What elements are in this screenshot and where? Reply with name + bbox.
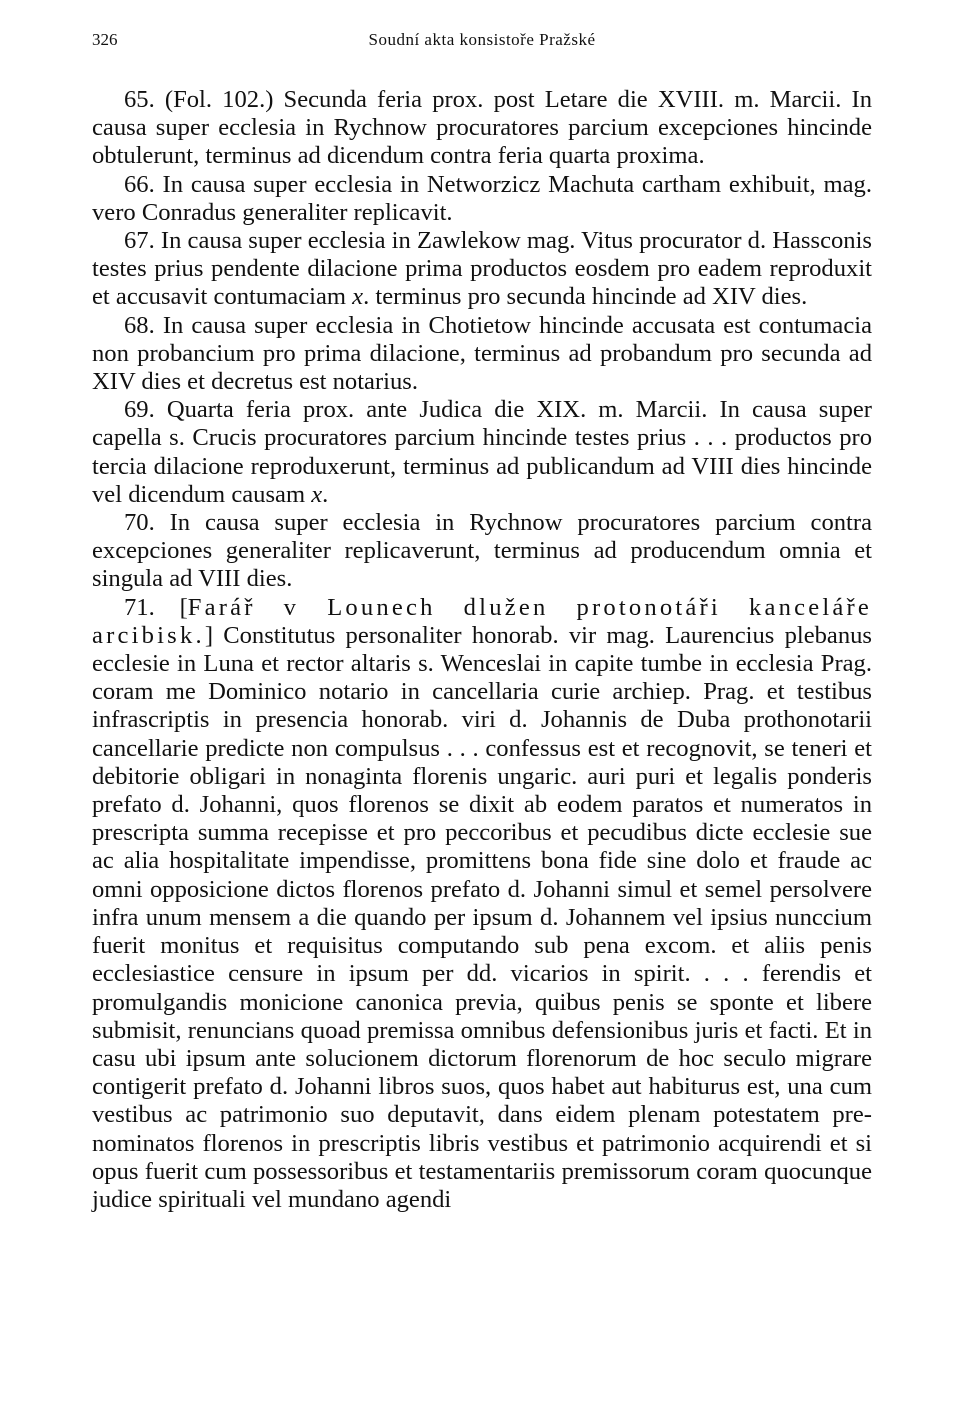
entry-text-segment: x <box>352 283 364 311</box>
entry-text-segment: . terminus pro secunda hincinde ad XIV dies. <box>363 283 808 311</box>
entry-65 <box>92 86 872 171</box>
page-body <box>92 86 872 1214</box>
entry-text-segment: 67. In causa super ecclesia in Zawlekow mag. Vitus procurator d. Hassconis testes prius pendente dilacione prima productos eosdem pro eadem reproduxit et accusavit contumaciam <box>92 227 872 311</box>
entry-text-segment: Farář v Lounech dlužen protonotáři kanceláře arcibisk. <box>92 593 872 649</box>
entry-71 <box>92 594 872 1214</box>
entry-text-segment: 66. In causa super ecclesia in Networzicz Machuta cartham exhibuit, mag. vero Conradus generaliter replicavit. <box>92 170 872 226</box>
entry-text-segment: 69. Quarta feria prox. ante Judica die XIX. m. Marcii. In causa super capella s. Crucis procuratores parcium hincinde testes prius . . . productos pro tercia dilacione reproduxerunt, terminus ad publicandum ad VIII dies hincinde vel dicendum causam <box>92 396 872 508</box>
entry-text-segment: 70. In causa super ecclesia in Rychnow procuratores parcium contra excepciones generaliter replicaverunt, terminus ad producendum omnia et singula ad VIII dies. <box>92 509 872 593</box>
page-number: 326 <box>92 30 118 49</box>
entry-67 <box>92 227 872 312</box>
entry-text-segment: 71. [ <box>124 593 188 621</box>
entry-69 <box>92 396 872 509</box>
entry-text-segment: ] Constitutus personaliter honorab. vir mag. Laurencius plebanus ecclesie in Luna et rector altaris s. Wenceslai in capite tumbe in ecclesia Prag. coram me Dominico notario in cancellaria curie archiep. Prag. et testibus infrascriptis in presencia honorab. viri d. Johannis de Duba prothonotarii cancellarie predicte non compulsus . . . confessus est et recognovit, se teneri et debitorie obligari in nonaginta florenis ungaric. auri puri et legalis ponderis prefato d. Johanni, quos florenos se dixit ab eodem paratos et numeratos in prescripta summa recepisse et pro peccoribus et pecudibus dicte ecclesie sue ac alia hospitalitate impendisse, promittens bona fide sine dolo et fraude ac omni opposicione dictos florenos prefato d. Johanni simul et semel persolvere infra unum mensem a die quando per ipsum d. Johannem vel ipsius nunccium fuerit monitus et requisitus computando sub pena excom. et aliis penis ecclesiastice censure in ipsum per dd. vicarios in spirit. . . . ferendis et promulgandis monicione canonica previa, quibus penis se sponte et libere submisit, renuncians quoad premissa omnibus defensionibus juris et facti. Et in casu ubi ipsum ante solucionem dictorum florenorum de hoc seculo migrare contigerit prefato d. Johanni libros suos, quos habet aut habiturus est, una cum vestibus ac patrimonio suo deputavit, dans eidem plenam potestatem prenominatos florenos in prescriptis libris vestibus et patrimonio acquirendi et si opus fuerit cum possessoribus et testamentariis premissorum coram quocunque judice spirituali vel mundano agendi <box>92 621 872 1213</box>
entry-text-segment: 65. (Fol. 102.) Secunda feria prox. post Letare die XVIII. m. Marcii. In causa super ecclesia in Rychnow procuratores parcium excepciones hincinde obtulerunt, terminus ad dicendum contra feria quarta proxima. <box>92 86 872 170</box>
entry-text-segment: x <box>311 480 323 508</box>
entry-text-segment: . <box>322 480 329 508</box>
page-header <box>92 30 872 60</box>
entry-text-segment: 68. In causa super ecclesia in Chotietow hincinde accusata est contumacia non probancium pro prima dilacione, terminus ad probandum pro secunda ad XIV dies et decretus est notarius. <box>92 311 872 396</box>
entry-66 <box>92 171 872 227</box>
entry-70 <box>92 509 872 594</box>
entry-68 <box>92 312 872 397</box>
book-page <box>92 30 872 1214</box>
running-title: Soudní akta konsistoře Pražské <box>368 30 596 49</box>
